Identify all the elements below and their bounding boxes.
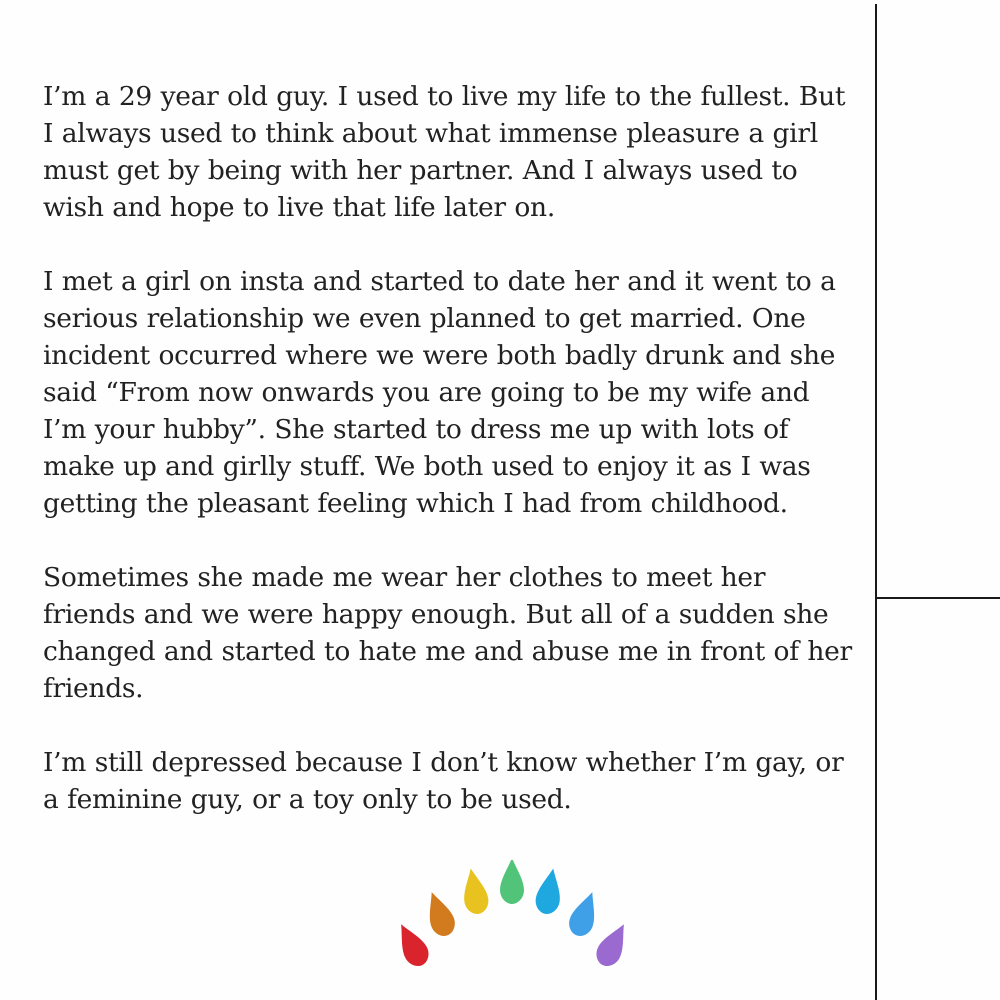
- rainbow-drops-icon: [395, 860, 635, 980]
- rainbow-drop-5: [533, 866, 565, 915]
- story-text: [43, 78, 853, 818]
- rainbow-drop-4: [500, 860, 524, 904]
- rainbow-drop-1: [395, 919, 433, 971]
- rainbow-drop-7: [592, 919, 635, 971]
- rainbow-drop-2: [420, 888, 458, 939]
- rainbow-drop-6: [565, 888, 603, 939]
- story-paragraph-2: I met a girl on insta and started to date her and it went to a serious relationship we even planned to get married. One incident occurred where we were both badly drunk and she said “From now onwards you are going to be my wife and I’m your hubby”. She started to dress me up with lots of make up and girlly stuff. We both used to enjoy it as I was getting the pleasant feeling which I had from childhood.: [43, 266, 836, 519]
- frame-horizontal-line: [876, 597, 1000, 599]
- rainbow-drops-svg: [395, 860, 635, 980]
- story-paragraph-4: I’m still depressed because I don’t know whether I’m gay, or a feminine guy, or a toy only to be used.: [43, 747, 844, 815]
- frame-vertical-line: [875, 4, 877, 1000]
- story-paragraph-3: Sometimes she made me wear her clothes to meet her friends and we were happy enough. But all of a sudden she changed and started to hate me and abuse me in front of her friends.: [43, 562, 852, 704]
- drop-group: [395, 860, 634, 970]
- rainbow-drop-3: [459, 866, 491, 915]
- story-paragraph-1: I’m a 29 year old guy. I used to live my life to the fullest. But I always used to think about what immense pleasure a girl must get by being with her partner. And I always used to wish and hope to live that life later on.: [43, 81, 846, 223]
